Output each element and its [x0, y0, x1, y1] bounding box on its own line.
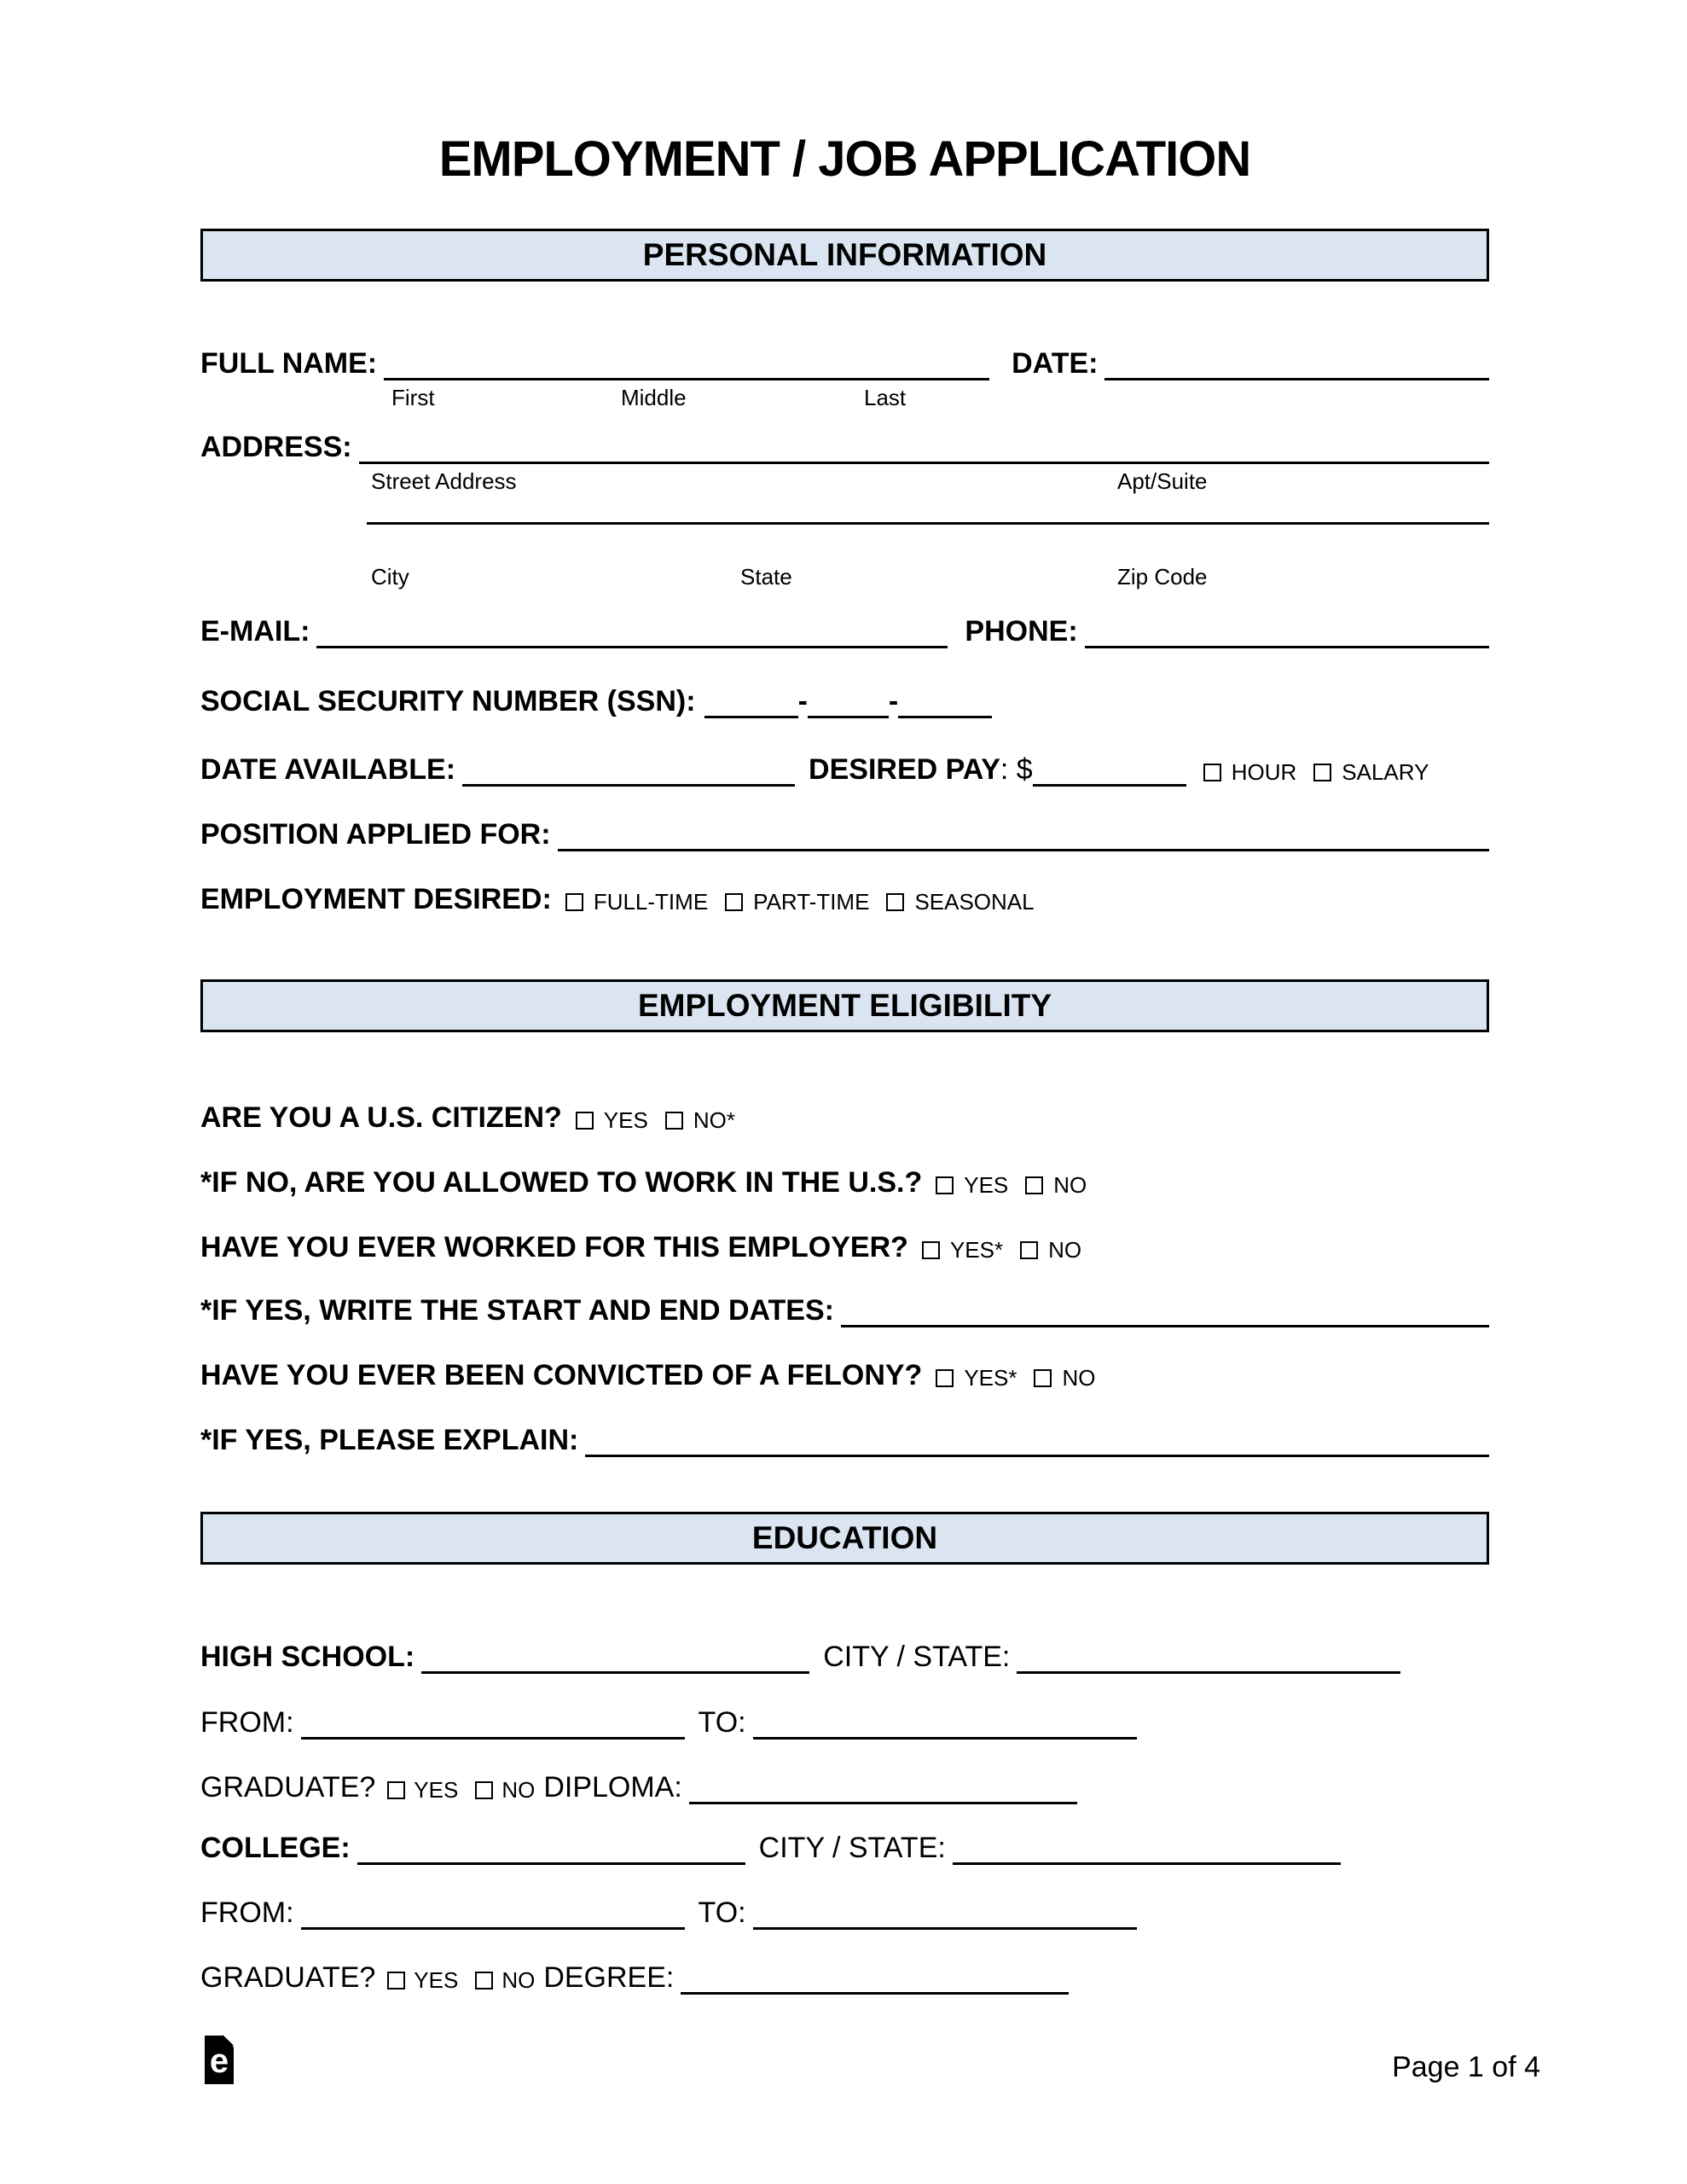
date-line[interactable] — [1104, 378, 1489, 380]
city-state-zip-line[interactable] — [367, 522, 1489, 525]
start-end-dates-line[interactable] — [841, 1325, 1489, 1327]
seasonal-checkbox[interactable] — [886, 893, 904, 911]
hs-graduate-yes-label: YES — [414, 1777, 459, 1803]
explain-line[interactable] — [585, 1455, 1489, 1457]
part-time-checkbox[interactable] — [725, 893, 743, 911]
ssn-dash-1: - — [797, 685, 808, 717]
page-number: Page 1 of 4 — [1392, 2051, 1540, 2083]
diploma-label: DIPLOMA: — [543, 1771, 682, 1804]
full-name-sublabels — [200, 384, 1489, 413]
start-end-dates-row — [200, 1293, 1489, 1327]
citizen-yes-label: YES — [603, 1107, 648, 1133]
worked-yes-checkbox[interactable] — [922, 1241, 940, 1259]
college-graduate-yes-label: YES — [414, 1967, 459, 1993]
state-sublabel: State — [740, 564, 792, 590]
college-to-line[interactable] — [753, 1927, 1137, 1930]
worked-yes-label: YES* — [949, 1237, 1004, 1263]
first-sublabel: First — [391, 385, 435, 410]
allowed-question: *IF NO, ARE YOU ALLOWED TO WORK IN THE U.S.? — [200, 1166, 923, 1199]
citizen-question: ARE YOU A U.S. CITIZEN? — [200, 1101, 562, 1134]
full-name-row — [200, 346, 1489, 380]
ssn-label: SOCIAL SECURITY NUMBER (SSN): — [200, 685, 696, 717]
allowed-no-label: NO — [1053, 1172, 1087, 1198]
salary-label: SALARY — [1342, 759, 1429, 785]
hs-to-label: TO: — [698, 1706, 746, 1739]
degree-label: DEGREE: — [543, 1961, 675, 1994]
hs-city-state-label: CITY / STATE: — [823, 1641, 1011, 1673]
hs-from-line[interactable] — [301, 1737, 685, 1740]
section-header-eligibility: EMPLOYMENT ELIGIBILITY — [200, 979, 1489, 1032]
desired-pay-dollar: : $ — [1000, 753, 1033, 786]
hs-from-label: FROM: — [200, 1706, 294, 1739]
college-city-state-label: CITY / STATE: — [758, 1832, 946, 1864]
hs-graduate-no-label: NO — [501, 1777, 536, 1803]
citizen-yes-checkbox[interactable] — [576, 1112, 594, 1130]
college-from-to-row — [200, 1896, 1489, 1930]
hour-label: HOUR — [1231, 759, 1297, 785]
city-sublabel: City — [371, 564, 409, 590]
start-end-dates-label: *IF YES, WRITE THE START AND END DATES: — [200, 1294, 834, 1327]
address-label: ADDRESS: — [200, 431, 352, 463]
ssn-row — [200, 684, 1489, 718]
apt-sublabel: Apt/Suite — [1117, 468, 1208, 494]
citizen-no-checkbox[interactable] — [665, 1112, 683, 1130]
email-phone-row — [200, 614, 1489, 648]
date-available-line[interactable] — [462, 784, 795, 787]
worked-no-label: NO — [1048, 1237, 1082, 1263]
hs-graduate-label: GRADUATE? — [200, 1771, 376, 1804]
logo-letter: e — [209, 2042, 229, 2080]
address-row — [200, 430, 1489, 464]
college-graduate-label: GRADUATE? — [200, 1961, 376, 1994]
college-graduate-yes-checkbox[interactable] — [387, 1972, 405, 1989]
address-sublabels-2 — [200, 563, 1489, 592]
middle-sublabel: Middle — [621, 385, 687, 410]
address-row-2 — [200, 522, 1489, 525]
allowed-yes-label: YES — [964, 1172, 1009, 1198]
high-school-row — [200, 1640, 1489, 1674]
full-name-line[interactable] — [384, 378, 989, 380]
section-header-personal: PERSONAL INFORMATION — [200, 229, 1489, 282]
position-row — [200, 817, 1489, 851]
ssn-dash-2: - — [888, 685, 899, 717]
date-available-pay-row — [200, 752, 1489, 787]
email-label: E-MAIL: — [200, 615, 310, 648]
employment-desired-row — [200, 882, 1489, 916]
college-label: COLLEGE: — [200, 1832, 351, 1864]
hs-graduate-no-checkbox[interactable] — [475, 1781, 493, 1799]
section-header-education: EDUCATION — [200, 1512, 1489, 1565]
full-name-label: FULL NAME: — [200, 347, 378, 380]
worked-before-row — [200, 1230, 1489, 1264]
ssn-line-3[interactable] — [898, 716, 992, 718]
college-graduate-no-checkbox[interactable] — [475, 1972, 493, 1989]
allowed-to-work-row — [200, 1165, 1489, 1199]
college-from-line[interactable] — [301, 1927, 685, 1930]
zip-sublabel: Zip Code — [1117, 564, 1208, 590]
worked-no-checkbox[interactable] — [1020, 1241, 1038, 1259]
street-address-line[interactable] — [359, 462, 1489, 464]
felony-row — [200, 1358, 1489, 1392]
ssn-line-2[interactable] — [808, 716, 889, 718]
part-time-label: PART-TIME — [753, 889, 870, 915]
email-line[interactable] — [316, 646, 948, 648]
felony-no-checkbox[interactable] — [1034, 1369, 1052, 1387]
full-time-checkbox[interactable] — [565, 893, 583, 911]
full-time-label: FULL-TIME — [593, 889, 709, 915]
street-sublabel: Street Address — [371, 468, 517, 494]
position-label: POSITION APPLIED FOR: — [200, 818, 551, 851]
employment-desired-label: EMPLOYMENT DESIRED: — [200, 883, 552, 915]
high-school-label: HIGH SCHOOL: — [200, 1641, 415, 1673]
desired-pay-line[interactable] — [1033, 784, 1186, 787]
date-available-label: DATE AVAILABLE: — [200, 753, 456, 786]
page-content — [200, 0, 1489, 2184]
hs-graduate-row — [200, 1770, 1489, 1804]
college-graduate-no-label: NO — [501, 1967, 536, 1993]
hour-checkbox[interactable] — [1203, 764, 1221, 781]
college-graduate-row — [200, 1960, 1489, 1995]
high-school-line[interactable] — [421, 1671, 809, 1674]
college-city-state-line[interactable] — [953, 1862, 1341, 1865]
phone-line[interactable] — [1085, 646, 1489, 648]
allowed-yes-checkbox[interactable] — [936, 1176, 954, 1194]
diploma-line[interactable] — [689, 1802, 1077, 1804]
hs-city-state-line[interactable] — [1017, 1671, 1400, 1674]
position-line[interactable] — [558, 849, 1489, 851]
college-from-label: FROM: — [200, 1896, 294, 1929]
hs-to-line[interactable] — [753, 1737, 1137, 1740]
college-line[interactable] — [357, 1862, 745, 1865]
phone-label: PHONE: — [965, 615, 1078, 648]
college-row — [200, 1831, 1489, 1865]
college-to-label: TO: — [698, 1896, 746, 1929]
page-title: EMPLOYMENT / JOB APPLICATION — [438, 131, 1251, 187]
explain-label: *IF YES, PLEASE EXPLAIN: — [200, 1424, 579, 1456]
ssn-line-1[interactable] — [704, 716, 798, 718]
desired-pay-label: DESIRED PAY — [809, 753, 1000, 786]
felony-yes-checkbox[interactable] — [936, 1369, 954, 1387]
seasonal-label: SEASONAL — [914, 889, 1035, 915]
felony-no-label: NO — [1062, 1365, 1096, 1391]
allowed-no-checkbox[interactable] — [1025, 1176, 1043, 1194]
address-sublabels-1 — [200, 468, 1489, 497]
degree-line[interactable] — [681, 1992, 1069, 1995]
last-sublabel: Last — [864, 385, 907, 410]
felony-question: HAVE YOU EVER BEEN CONVICTED OF A FELONY? — [200, 1359, 923, 1391]
salary-checkbox[interactable] — [1313, 764, 1331, 781]
explain-row — [200, 1423, 1489, 1457]
eforms-logo — [205, 2036, 234, 2084]
worked-question: HAVE YOU EVER WORKED FOR THIS EMPLOYER? — [200, 1231, 908, 1263]
hs-graduate-yes-checkbox[interactable] — [387, 1781, 405, 1799]
citizen-row — [200, 1101, 1489, 1135]
felony-yes-label: YES* — [964, 1365, 1017, 1391]
date-label: DATE: — [1012, 347, 1099, 380]
hs-from-to-row — [200, 1705, 1489, 1740]
citizen-no-label: NO* — [693, 1107, 735, 1133]
